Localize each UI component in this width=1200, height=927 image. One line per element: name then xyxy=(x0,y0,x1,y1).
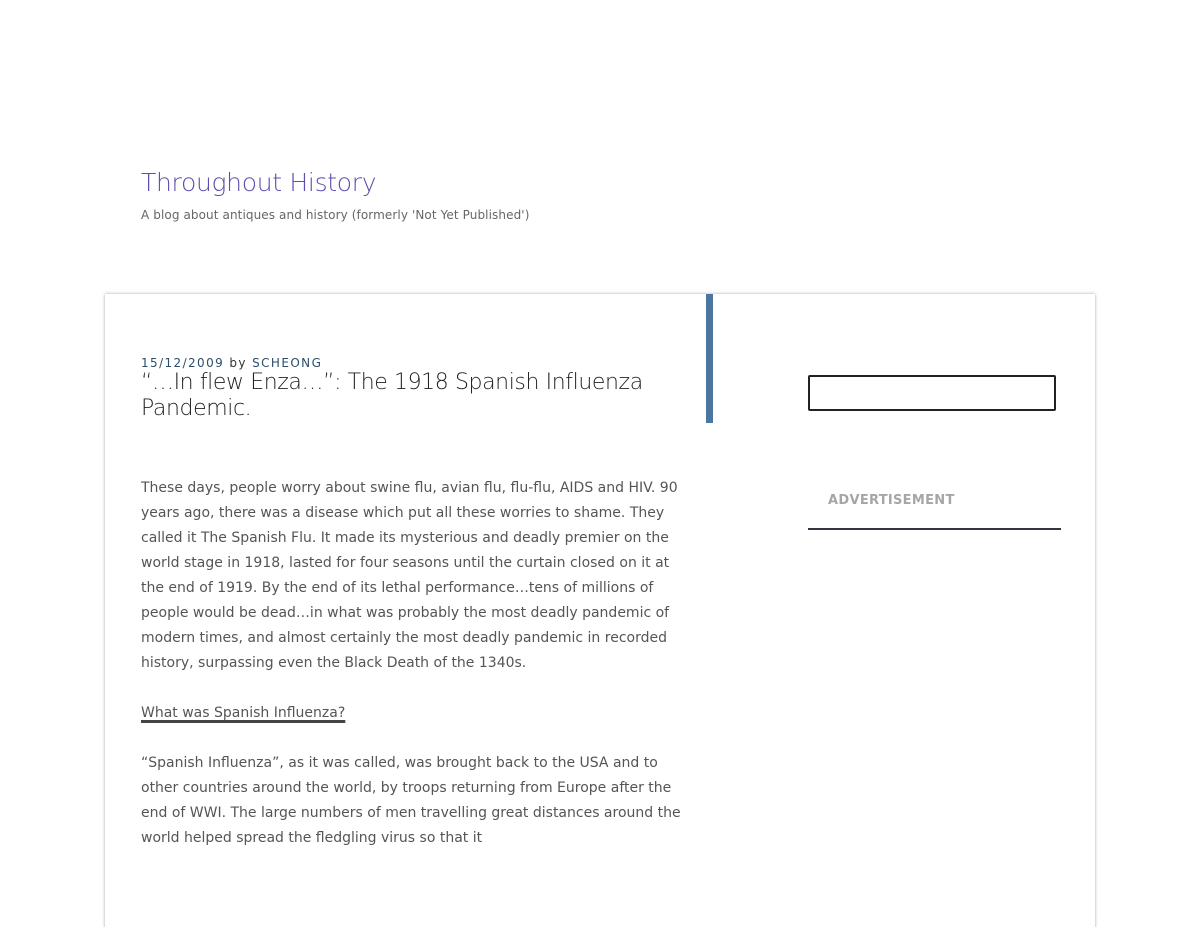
entry-meta xyxy=(141,356,681,370)
post-title: “…In flew Enza…”: The 1918 Spanish Influenza Pandemic. xyxy=(141,370,643,421)
post-date-link[interactable]: 15/12/2009 xyxy=(141,356,225,370)
accent-bar xyxy=(706,294,713,423)
site-description: A blog about antiques and history (formerly 'Not Yet Published') xyxy=(141,208,530,222)
post-paragraph-second: “Spanish Influenza”, as it was called, was brought back to the USA and to other countries around the world, by troops returning from Europe after the end of WWI. The large numbers of men travelling great distances around the world helped spread the fledgling virus so that it xyxy=(141,755,681,846)
author-link[interactable]: SCHEONG xyxy=(252,356,323,370)
post-article xyxy=(141,356,681,876)
advertisement-widget xyxy=(808,491,1061,530)
content-card xyxy=(105,294,1095,927)
section-heading-paragraph xyxy=(141,701,681,726)
site-header xyxy=(141,166,1041,223)
site-title-link[interactable]: Throughout History xyxy=(141,168,377,197)
post-paragraph-intro: These days, people worry about swine flu, avian flu, flu-flu, AIDS and HIV. 90 years ago, there was a disease which put all these worries to shame. They called it The Spanish Flu. It made its mysterious and deadly premier on the world stage in 1918, lasted for four seasons until the curtain closed on it at the end of 1919. By the end of its lethal performance…tens of millions of people would be dead…in what was probably the most deadly pandemic of modern times, and almost certainly the most deadly pandemic in recorded history, surpassing even the Black Death of the 1340s. xyxy=(141,480,678,671)
search-input[interactable] xyxy=(808,375,1056,411)
section-heading-link[interactable]: What was Spanish Influenza? xyxy=(141,705,346,721)
advertisement-label: ADVERTISEMENT xyxy=(828,493,955,508)
post-content xyxy=(141,476,681,851)
by-label: by xyxy=(229,356,247,370)
